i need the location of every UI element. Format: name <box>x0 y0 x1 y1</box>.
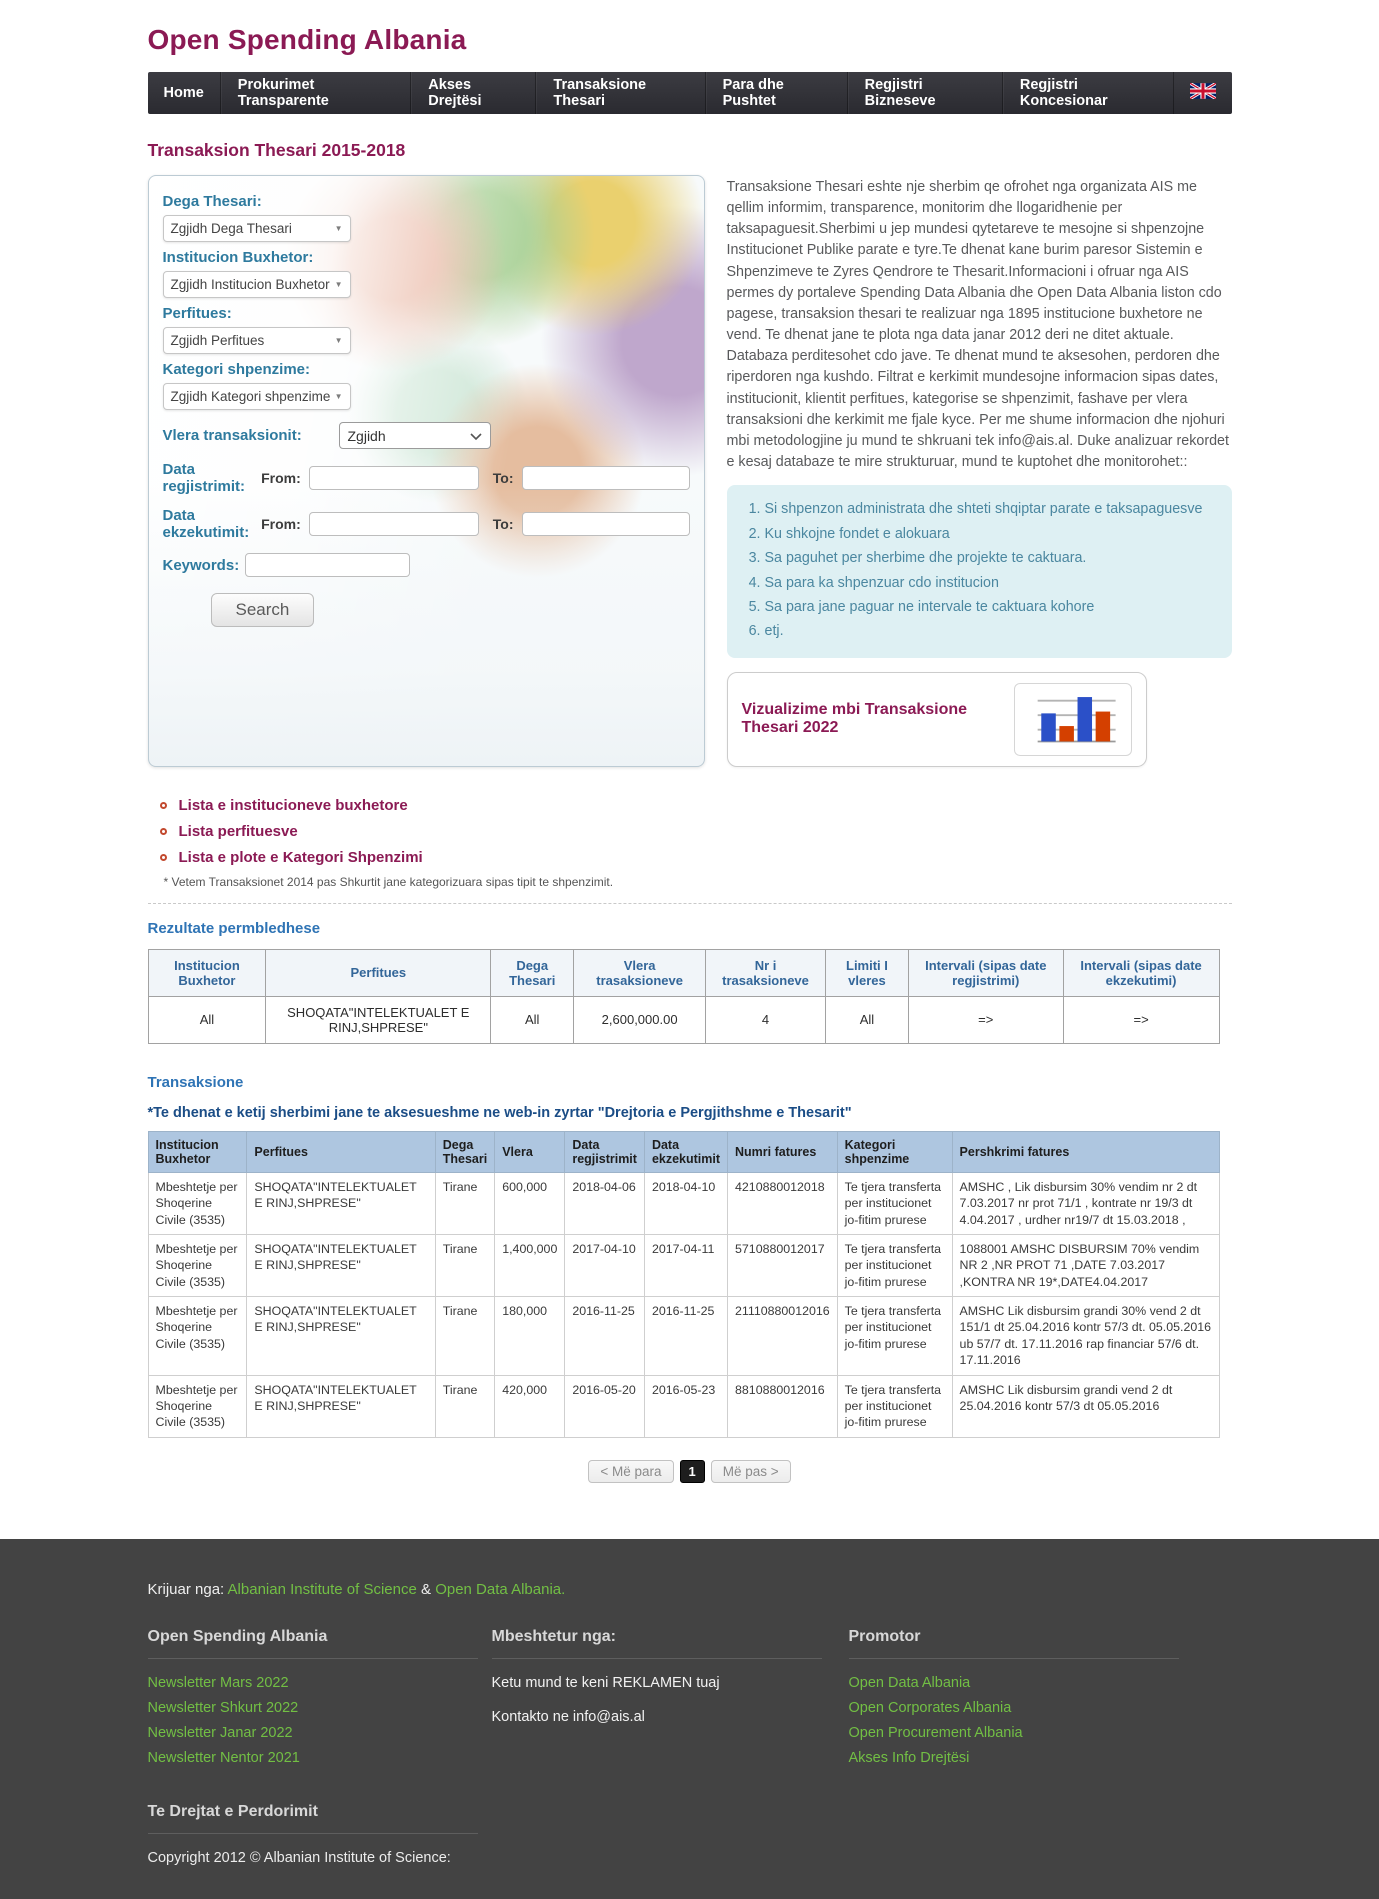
trans-col-header: Dega Thesari <box>435 1131 494 1172</box>
link-label: Lista perfituesve <box>178 822 298 840</box>
nav-item-regjistri-koncesionar[interactable]: Regjistri Koncesionar <box>1003 72 1174 114</box>
footer-col3-heading: Promotor <box>848 1627 921 1645</box>
cell-vlera: 420,000 <box>495 1375 565 1437</box>
cell-perfitues: SHOQATA"INTELEKTUALET E RINJ,SHPRESE" <box>247 1375 435 1437</box>
perfitues-selected-value: Zgjidh Perfitues <box>170 333 265 348</box>
link-open-data-albania[interactable]: Open Data Albania <box>848 1674 971 1691</box>
summary-col-header: Vlera trasaksioneve <box>574 949 706 996</box>
filter-form <box>148 175 705 767</box>
summary-cell: All <box>491 996 574 1043</box>
chevron-down-icon: ▼ <box>334 336 343 345</box>
divider <box>849 1658 1179 1659</box>
cell-pershkrimi: AMSHC Lik disbursim grandi 30% vend 2 dt 151/1 dt 25.04.2016 kontr 57/3 dt. 05.05.2016 ub 57/7 dt. 17.11.2016 rap financiar 57/6 dt. 17.11.2016 <box>952 1297 1219 1376</box>
vlera-selected-value: Zgjidh <box>347 427 386 444</box>
transaction-row <box>148 1375 1219 1437</box>
chevron-down-icon: ▼ <box>334 280 343 289</box>
dega-thesari-dropdown[interactable] <box>163 215 351 242</box>
cell-numri-fatures: 5710880012017 <box>728 1234 838 1296</box>
copyright-text: Copyright 2012 © Albanian Institute of Science: <box>147 1849 451 1866</box>
vizualizime-label: Vizualizime mbi Transaksione Thesari 2022 <box>741 701 968 737</box>
cell-data-ekzekutimit: 2016-11-25 <box>644 1297 727 1376</box>
cell-dega: Tirane <box>435 1172 494 1234</box>
from-label: From: <box>261 516 301 532</box>
footer-col-mbeshtetur <box>492 1628 837 1775</box>
footer-col-open-spending <box>148 1628 480 1775</box>
cell-vlera: 1,400,000 <box>495 1234 565 1296</box>
transactions-heading: Transaksione <box>147 1073 244 1091</box>
nav-item-prokurimet[interactable]: Prokurimet Transparente <box>221 72 412 114</box>
link-newsletter-nentor-2021[interactable]: Newsletter Nentor 2021 <box>147 1749 300 1766</box>
summary-cell: All <box>148 996 266 1043</box>
search-button[interactable]: Search <box>211 593 315 627</box>
site-header <box>148 0 1232 56</box>
pagination <box>148 1460 1232 1483</box>
language-switch-english[interactable] <box>1174 72 1232 114</box>
dega-thesari-label: Dega Thesari: <box>162 193 262 210</box>
lista-links <box>160 797 1232 889</box>
trans-col-header: Institucion Buxhetor <box>148 1131 247 1172</box>
cell-data-ekzekutimit: 2017-04-11 <box>644 1234 727 1296</box>
site-title: Open Spending Albania <box>147 24 467 55</box>
link-newsletter-janar-2022[interactable]: Newsletter Janar 2022 <box>147 1724 293 1741</box>
monitor-list-item: 1. Si shpenzon administrata dhe shteti shqiptar parate e taksapaguesve <box>765 499 1216 520</box>
summary-cell: 2,600,000.00 <box>574 996 706 1043</box>
cell-kategori: Te tjera transferta per institucionet jo-fitim prurese <box>837 1297 952 1376</box>
footer <box>0 1539 1379 1899</box>
nav-item-regjistri-bizneseve[interactable]: Regjistri Bizneseve <box>848 72 1003 114</box>
link-akses-info-drejtesi[interactable]: Akses Info Drejtësi <box>848 1749 970 1766</box>
pagination-next-button[interactable]: Më pas > <box>711 1460 791 1483</box>
cell-institucion: Mbeshtetje per Shoqerine Civile (3535) <box>148 1375 247 1437</box>
summary-col-header: Perfitues <box>266 949 491 996</box>
cell-institucion: Mbeshtetje per Shoqerine Civile (3535) <box>148 1297 247 1376</box>
cell-data-regjistrimit: 2016-11-25 <box>565 1297 645 1376</box>
summary-table <box>148 949 1220 1044</box>
vlera-transaksionit-select[interactable] <box>339 422 491 449</box>
link-newsletter-shkurt-2022[interactable]: Newsletter Shkurt 2022 <box>147 1699 299 1716</box>
reklamen-text: Ketu mund te keni REKLAMEN tuaj <box>491 1674 720 1691</box>
trans-col-header: Vlera <box>495 1131 565 1172</box>
cell-numri-fatures: 4210880012018 <box>728 1172 838 1234</box>
monitor-list-item: 5. Sa para jane paguar ne intervale te caktuara kohore <box>765 597 1216 618</box>
keywords-label: Keywords: <box>162 556 240 574</box>
trans-col-header: Data regjistrimit <box>565 1131 645 1172</box>
chevron-down-icon <box>470 428 482 444</box>
cell-perfitues: SHOQATA"INTELEKTUALET E RINJ,SHPRESE" <box>247 1297 435 1376</box>
from-label: From: <box>261 470 301 486</box>
institucion-buxhetor-label: Institucion Buxhetor: <box>162 249 314 266</box>
link-label: Lista e plote e Kategori Shpenzimi <box>178 848 423 866</box>
transactions-header-row <box>148 1131 1219 1172</box>
bar-chart-icon <box>1014 683 1132 756</box>
data-regjistrimit-label: Data regjistrimit: <box>162 461 246 495</box>
cell-numri-fatures: 21110880012016 <box>728 1297 838 1376</box>
nav-item-home[interactable]: Home <box>148 72 221 114</box>
dashed-divider <box>148 903 1232 904</box>
lista-note: * Vetem Transaksionet 2014 pas Shkurtit jane kategorizuara sipas tipit te shpenzimit. <box>163 874 614 889</box>
data-ekzekutimit-from-input[interactable] <box>309 512 479 536</box>
cell-data-ekzekutimit: 2016-05-23 <box>644 1375 727 1437</box>
cell-vlera: 600,000 <box>495 1172 565 1234</box>
divider <box>492 1658 822 1659</box>
data-regjistrimit-from-input[interactable] <box>309 466 479 490</box>
summary-col-header: Nr i trasaksioneve <box>706 949 826 996</box>
credit-prefix: Krijuar nga: <box>147 1580 228 1598</box>
cell-perfitues: SHOQATA"INTELEKTUALET E RINJ,SHPRESE" <box>247 1172 435 1234</box>
summary-cell: => <box>908 996 1063 1043</box>
transaction-row <box>148 1234 1219 1296</box>
perfitues-label: Perfitues: <box>162 305 232 322</box>
credit-line <box>148 1581 1232 1598</box>
dega-thesari-selected-value: Zgjidh Dega Thesari <box>170 221 292 236</box>
rights-section <box>148 1803 1232 1866</box>
monitor-list-item: 4. Sa para ka shpenzuar cdo institucion <box>765 573 1216 594</box>
cell-vlera: 180,000 <box>495 1297 565 1376</box>
cell-pershkrimi: 1088001 AMSHC DISBURSIM 70% vendim NR 2 ,NR PROT 71 ,DATE 7.03.2017 ,KONTRA NR 19*,DATE4.04.2017 <box>952 1234 1219 1296</box>
cell-perfitues: SHOQATA"INTELEKTUALET E RINJ,SHPRESE" <box>247 1234 435 1296</box>
link-lista-perfituesve[interactable] <box>160 823 1232 840</box>
vlera-transaksionit-label: Vlera transaksionit: <box>162 427 302 444</box>
cell-kategori: Te tjera transferta per institucionet jo-fitim prurese <box>837 1375 952 1437</box>
summary-col-header: Institucion Buxhetor <box>148 949 266 996</box>
cell-kategori: Te tjera transferta per institucionet jo-fitim prurese <box>837 1234 952 1296</box>
trans-col-header: Kategori shpenzime <box>837 1131 952 1172</box>
monitor-list-item: 3. Sa paguhet per sherbime dhe projekte te caktuara. <box>765 548 1216 569</box>
link-open-procurement-albania[interactable]: Open Procurement Albania <box>848 1724 1023 1741</box>
kategori-shpenzime-dropdown[interactable] <box>163 383 351 410</box>
transaction-row <box>148 1172 1219 1234</box>
chevron-down-icon: ▼ <box>334 224 343 233</box>
cell-numri-fatures: 8810880012016 <box>728 1375 838 1437</box>
summary-cell: All <box>826 996 909 1043</box>
link-albanian-institute-of-science[interactable]: Albanian Institute of Science <box>227 1580 417 1598</box>
kontakto-line <box>492 1709 837 1725</box>
institucion-buxhetor-selected-value: Zgjidh Institucion Buxhetor <box>170 277 330 292</box>
link-lista-kategori-shpenzimi[interactable] <box>160 849 1232 866</box>
kategori-shpenzime-selected-value: Zgjidh Kategori shpenzime <box>170 389 331 404</box>
footer-col1-heading: Open Spending Albania <box>147 1627 328 1645</box>
trans-col-header: Numri fatures <box>728 1131 838 1172</box>
summary-row <box>148 996 1219 1043</box>
cell-dega: Tirane <box>435 1234 494 1296</box>
footer-col-promotor <box>849 1628 1181 1775</box>
data-ekzekutimit-to-input[interactable] <box>522 512 690 536</box>
link-label: Lista e institucioneve buxhetore <box>178 796 408 814</box>
summary-col-header: Limiti I vleres <box>826 949 909 996</box>
link-open-corporates-albania[interactable]: Open Corporates Albania <box>848 1699 1012 1716</box>
intro-paragraph: Transaksione Thesari eshte nje sherbim qe ofrohet nga organizata AIS me qellim informim, transparence, monitorim dhe llogaridhenie per taksapaguesit.Sherbimi u jep mundesi qytetareve te mesojne si shpenzojne Institucionet Publike parate e tyre.Te dhenat kane burim paresor Sistemin e Shpenzimeve te Zyres Qendrore te Thesarit.Informacioni i ofruar nga AIS permes dy portaleve Spending Data Albania dhe Open Data Albania liston cdo pagese, transaksion thesari te realizuar nga 1895 institucione buxhetore ne vend. Te dhenat jane te plota nga data janar 2012 deri ne ditet aktuale. Databaza perditesohet cdo jave. Te dhenat mund te aksesohen, perdoren dhe riperdoren nga kushdo. Filtrat e kerkimit mundesojne informacion sipas dates, institucionit, klientit perfitues, kategorise se shpenzimit, fashave per vlera transaksioni dhe kerkimit me fjale kyce. Per me shume informacion dhe njohuri mbi metodologjine ju mund te shkruani tek info@ais.al. Duke analizuar rekordet e kesaj databaze te mire strukturuar, mund te kuptohet dhe monitorohet:: <box>726 179 1229 471</box>
kategori-shpenzime-label: Kategori shpenzime: <box>162 361 311 378</box>
uk-flag-icon <box>1190 83 1216 104</box>
trans-col-header: Perfitues <box>247 1131 435 1172</box>
summary-cell: => <box>1063 996 1219 1043</box>
nav-item-akses-drejtesi[interactable]: Akses Drejtësi <box>411 72 536 114</box>
cell-pershkrimi: AMSHC Lik disbursim grandi vend 2 dt 25.04.2016 kontr 57/3 dt 05.05.2016 <box>952 1375 1219 1437</box>
nav-item-para-dhe-pushtet[interactable]: Para dhe Pushtet <box>706 72 848 114</box>
summary-heading: Rezultate permbledhese <box>147 919 321 937</box>
chevron-down-icon: ▼ <box>334 392 343 401</box>
cell-data-regjistrimit: 2018-04-06 <box>565 1172 645 1234</box>
summary-col-header: Intervali (sipas date regjistrimi) <box>908 949 1063 996</box>
nav-item-transaksione-thesari[interactable]: Transaksione Thesari <box>536 72 705 114</box>
data-regjistrimit-to-input[interactable] <box>522 466 690 490</box>
transaction-row <box>148 1297 1219 1376</box>
link-info-ais-email[interactable]: info@ais.al <box>572 1708 645 1725</box>
cell-data-regjistrimit: 2016-05-20 <box>565 1375 645 1437</box>
trans-col-header: Data ekzekutimit <box>644 1131 727 1172</box>
link-open-data-albania[interactable]: Open Data Albania. <box>435 1580 566 1598</box>
cell-pershkrimi: AMSHC , Lik disbursim 30% vendim nr 2 dt 7.03.2017 nr prot 71/1 , kontrate nr 19/3 dt 4.04.2017 , urdher nr19/7 dt 15.03.2018 , <box>952 1172 1219 1234</box>
institucion-buxhetor-dropdown[interactable] <box>163 271 351 298</box>
cell-data-ekzekutimit: 2018-04-10 <box>644 1172 727 1234</box>
pagination-prev-button[interactable]: < Më para <box>588 1460 673 1483</box>
summary-col-header: Intervali (sipas date ekzekutimi) <box>1063 949 1219 996</box>
to-label: To: <box>492 470 514 486</box>
footer-col2-heading: Mbeshtetur nga: <box>491 1627 616 1645</box>
divider <box>148 1658 478 1659</box>
kontakto-prefix: Kontakto ne <box>491 1708 573 1725</box>
pagination-current-page[interactable]: 1 <box>680 1460 705 1483</box>
summary-header-row <box>148 949 1219 996</box>
cell-dega: Tirane <box>435 1297 494 1376</box>
rights-heading: Te Drejtat e Perdorimit <box>147 1802 318 1820</box>
monitor-list-box <box>727 485 1232 658</box>
summary-cell: 4 <box>706 996 826 1043</box>
link-newsletter-mars-2022[interactable]: Newsletter Mars 2022 <box>147 1674 289 1691</box>
summary-col-header: Dega Thesari <box>491 949 574 996</box>
circle-bullet-icon <box>160 828 167 835</box>
divider <box>148 1833 478 1834</box>
link-lista-institucioneve[interactable] <box>160 797 1232 814</box>
main-nav <box>148 72 1232 114</box>
data-ekzekutimit-label: Data ekzekutimit: <box>162 507 250 541</box>
monitor-list-item: 2. Ku shkojne fondet e alokuara <box>765 524 1216 545</box>
to-label: To: <box>492 516 514 532</box>
cell-institucion: Mbeshtetje per Shoqerine Civile (3535) <box>148 1234 247 1296</box>
cell-kategori: Te tjera transferta per institucionet jo-fitim prurese <box>837 1172 952 1234</box>
circle-bullet-icon <box>160 854 167 861</box>
summary-cell: SHOQATA"INTELEKTUALET E RINJ,SHPRESE" <box>266 996 491 1043</box>
cell-data-regjistrimit: 2017-04-10 <box>565 1234 645 1296</box>
vizualizime-link-box[interactable] <box>727 672 1147 767</box>
monitor-list-item: 6. etj. <box>765 621 1216 642</box>
circle-bullet-icon <box>160 802 167 809</box>
keywords-input[interactable] <box>245 553 410 577</box>
cell-institucion: Mbeshtetje per Shoqerine Civile (3535) <box>148 1172 247 1234</box>
credit-separator: & <box>416 1580 436 1598</box>
transactions-note: *Te dhenat e ketij sherbimi jane te aksesueshme ne web-in zyrtar "Drejtoria e Pergjithshme e Thesarit" <box>147 1104 852 1121</box>
cell-dega: Tirane <box>435 1375 494 1437</box>
transactions-table <box>148 1131 1220 1438</box>
trans-col-header: Pershkrimi fatures <box>952 1131 1219 1172</box>
perfitues-dropdown[interactable] <box>163 327 351 354</box>
page-title: Transaksion Thesari 2015-2018 <box>147 140 406 160</box>
